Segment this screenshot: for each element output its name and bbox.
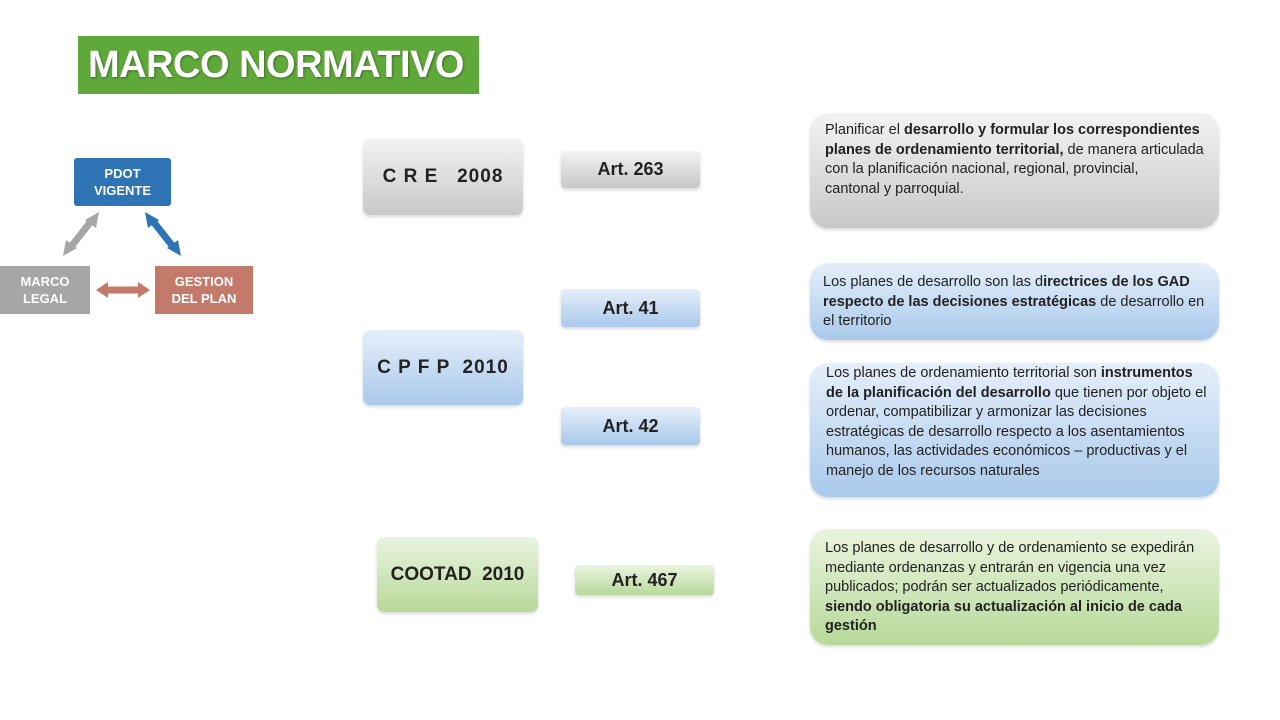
gestion-del-plan-box: GESTION DEL PLAN: [155, 266, 253, 314]
text-run: Los planes de desarrollo son las d: [823, 274, 1044, 290]
gray-double-arrow-icon: [63, 212, 99, 256]
blue-double-arrow-icon: [145, 212, 181, 256]
text-run: Los planes de ordenamiento territorial son: [826, 365, 1101, 381]
pdot-vigente-box: PDOT VIGENTE: [74, 158, 171, 206]
text-run: desarrollo y formular los correspondientes planes de ordenamiento territorial,: [825, 122, 1200, 158]
law-cre-2008: C R E 2008: [363, 139, 523, 215]
text-run: cantonal y parroquial.: [825, 180, 964, 197]
description-art-467: [810, 529, 1219, 645]
text-run: siendo obligatoria su actualización al inicio de cada gestión: [825, 598, 1182, 634]
text-run: irectrices de los GAD respecto de las decisiones estratégicas: [823, 274, 1190, 310]
article-467: Art. 467: [575, 565, 714, 595]
marco-legal-box: MARCO LEGAL: [0, 266, 90, 314]
page-title: MARCO NORMATIVO: [78, 36, 479, 94]
red-double-arrow-icon: [96, 282, 150, 298]
text-run: Los planes de desarrollo y de ordenamiento se expedirán mediante ordenanzas y entrarán en vigencia una vez publicados; podrán ser actualizados periódicamente,: [825, 540, 1195, 595]
text-run: instrumentos de la planificación del desarrollo: [826, 365, 1193, 401]
description-art-41: [810, 263, 1219, 340]
description-art-263: [810, 113, 1219, 228]
article-263: Art. 263: [561, 151, 700, 188]
text-run: de manera articulada con la planificación nacional, regional, provincial,: [825, 141, 1204, 177]
text-run: que tienen por objeto el ordenar, compatibilizar y armonizar las decisiones estratégicas de desarrollo respecto a los asentamientos humanos, las actividades económicos – productivas y el manejo de los recursos naturales: [826, 384, 1207, 479]
article-41: Art. 41: [561, 289, 700, 327]
text-run: de desarrollo en el territorio: [823, 293, 1205, 329]
description-art-42: [810, 363, 1219, 497]
article-42: Art. 42: [561, 407, 700, 445]
law-cpfp-2010: C P F P 2010: [363, 330, 523, 405]
text-run: Planificar el: [825, 122, 904, 138]
law-cootad-2010: COOTAD 2010: [377, 537, 538, 612]
